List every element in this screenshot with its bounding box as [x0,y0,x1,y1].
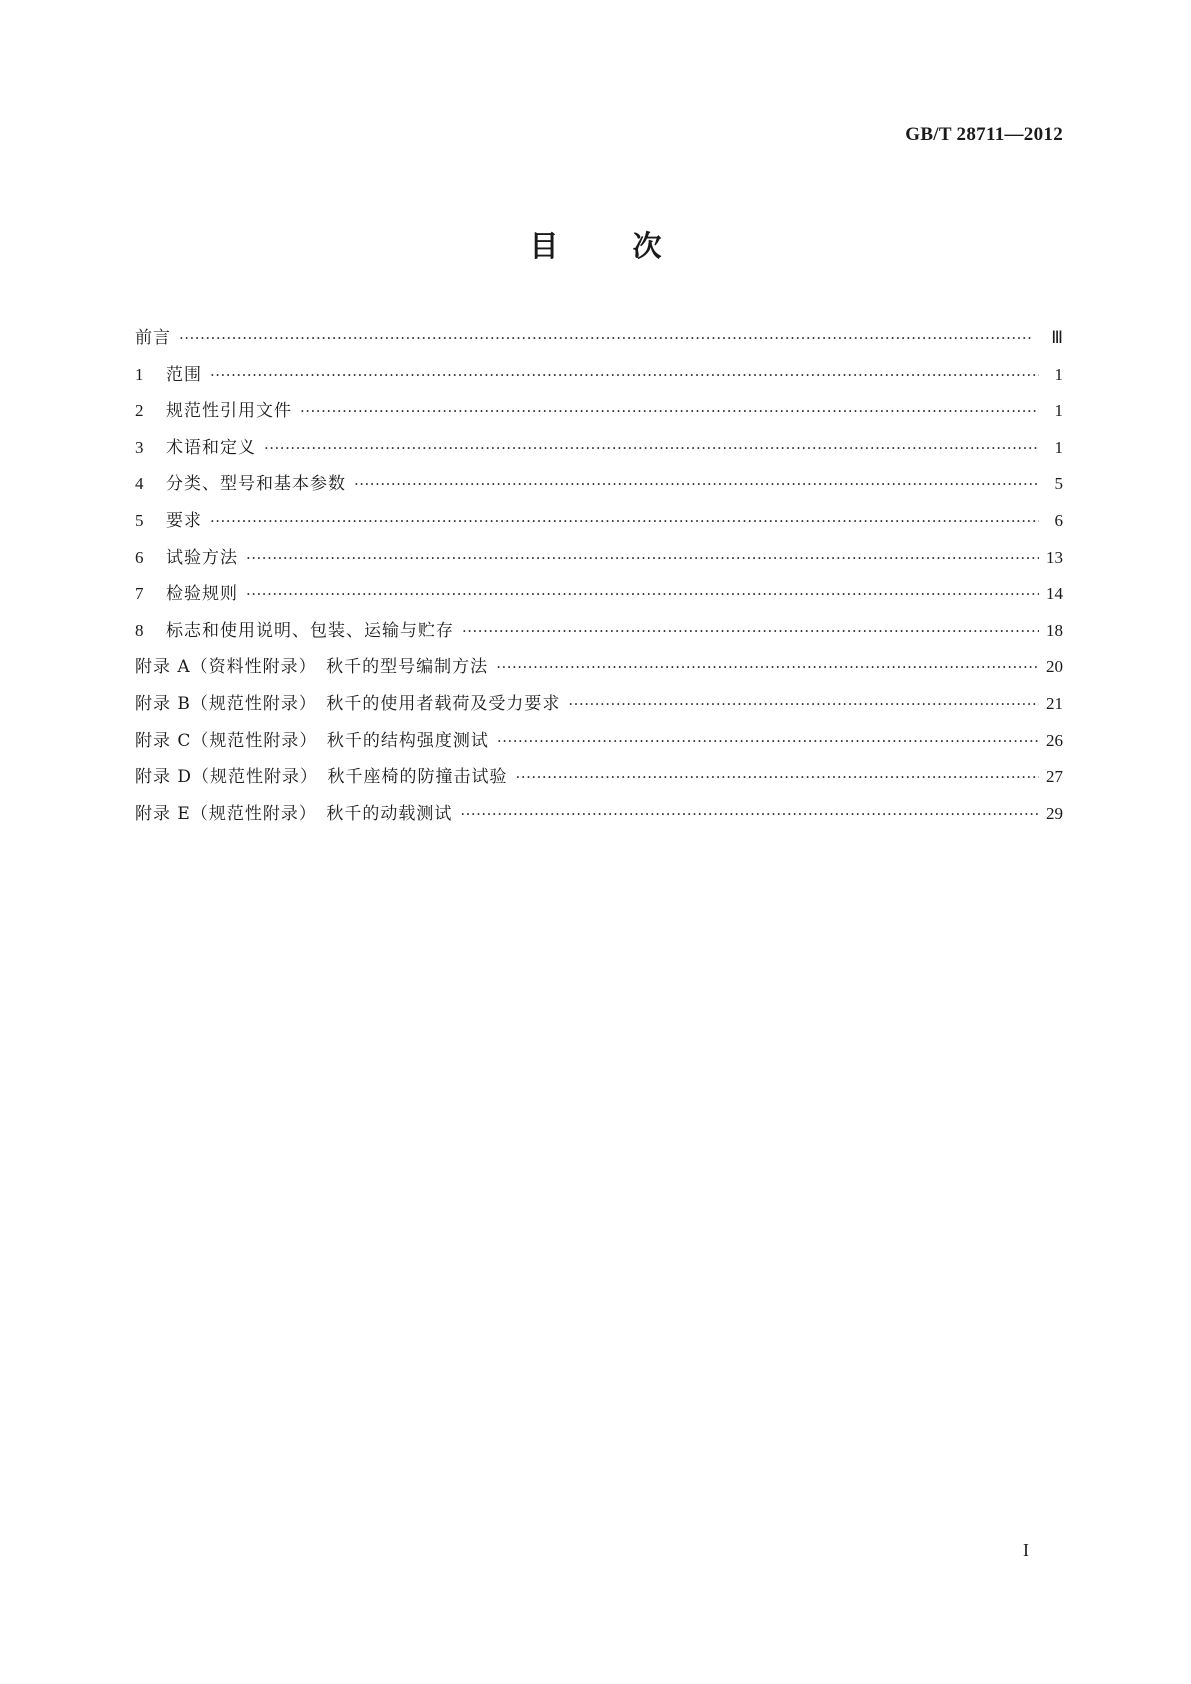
toc-title [0,224,1191,265]
toc-entry-label: 附录 A（资料性附录） 秋千的型号编制方法 [135,657,489,678]
toc-entry-label: 附录 C（规范性附录） 秋千的结构强度测试 [135,730,489,751]
toc-entry-8[interactable] [135,620,1063,657]
toc-entry-number: 7 [135,584,144,604]
toc-entry-label: 标志和使用说明、包装、运输与贮存 [166,620,454,641]
toc-entry-preface[interactable] [135,327,1063,364]
toc-entry-page: Ⅲ [1051,328,1063,347]
toc-leader-dots [210,364,1039,386]
toc-entry-page: 27 [1046,767,1063,787]
toc-leader-dots [496,656,1039,678]
toc-entry-number: 5 [135,510,144,530]
toc-entry-page: 21 [1046,693,1063,713]
toc-entry-page: 20 [1046,657,1063,677]
toc-leader-dots [460,803,1039,825]
toc-entry-label: 附录 D（规范性附录） 秋千座椅的防撞击试验 [135,767,508,788]
toc-entry-label: 分类、型号和基本参数 [166,474,346,495]
toc-entry-label: 附录 B（规范性附录） 秋千的使用者载荷及受力要求 [135,693,561,714]
toc-entry-label: 试验方法 [166,547,238,568]
toc-entry-label: 附录 E（规范性附录） 秋千的动载测试 [135,803,453,824]
toc-entry-4[interactable] [135,473,1063,510]
toc-entry-appendix-a[interactable] [135,656,1063,693]
toc-entry-number: 6 [135,547,144,567]
toc-leader-dots [210,510,1039,532]
toc-entry-label: 规范性引用文件 [166,401,292,422]
toc-entry-3[interactable] [135,437,1063,474]
toc-entry-5[interactable] [135,510,1063,547]
toc-leader-dots [246,583,1039,605]
toc-leader-dots [246,547,1039,569]
toc-leader-dots [264,437,1039,459]
page-number: I [1023,1540,1029,1560]
table-of-contents [135,327,1063,839]
toc-entry-appendix-b[interactable] [135,693,1063,730]
toc-entry-page: 26 [1046,730,1063,750]
toc-entry-page: 18 [1046,620,1063,640]
toc-leader-dots [497,730,1039,752]
toc-entry-6[interactable] [135,547,1063,584]
toc-entry-2[interactable] [135,400,1063,437]
toc-entry-label: 检验规则 [166,584,238,605]
toc-entry-number: 8 [135,620,144,640]
toc-entry-page: 6 [1054,510,1063,530]
toc-entry-page: 13 [1046,547,1063,567]
toc-leader-dots [300,400,1039,422]
toc-entry-page: 1 [1054,437,1063,457]
toc-entry-page: 14 [1046,584,1063,604]
toc-entry-page: 5 [1054,474,1063,494]
toc-entry-page: 29 [1046,803,1063,823]
toc-entry-label: 前言 [135,328,171,348]
toc-entry-1[interactable] [135,364,1063,401]
toc-entry-number: 4 [135,474,144,494]
toc-leader-dots [462,620,1039,642]
toc-entry-appendix-c[interactable] [135,730,1063,767]
toc-entry-number: 2 [135,401,144,421]
toc-entry-appendix-d[interactable] [135,766,1063,803]
toc-entry-appendix-e[interactable] [135,803,1063,840]
toc-entry-page: 1 [1054,364,1063,384]
toc-leader-dots [568,693,1039,715]
toc-leader-dots [179,327,1039,349]
toc-leader-dots [516,766,1039,788]
toc-title-char-2: 次 [632,229,662,263]
standard-code: GB/T 28711—2012 [905,124,1063,145]
toc-entry-7[interactable] [135,583,1063,620]
toc-entry-label: 范围 [166,364,202,385]
toc-leader-dots [354,473,1039,495]
toc-entry-number: 1 [135,364,144,384]
toc-entry-label: 术语和定义 [166,437,256,458]
toc-title-char-1: 目 [529,229,559,263]
toc-entry-page: 1 [1054,401,1063,421]
toc-entry-number: 3 [135,437,144,457]
toc-entry-label: 要求 [166,510,202,531]
